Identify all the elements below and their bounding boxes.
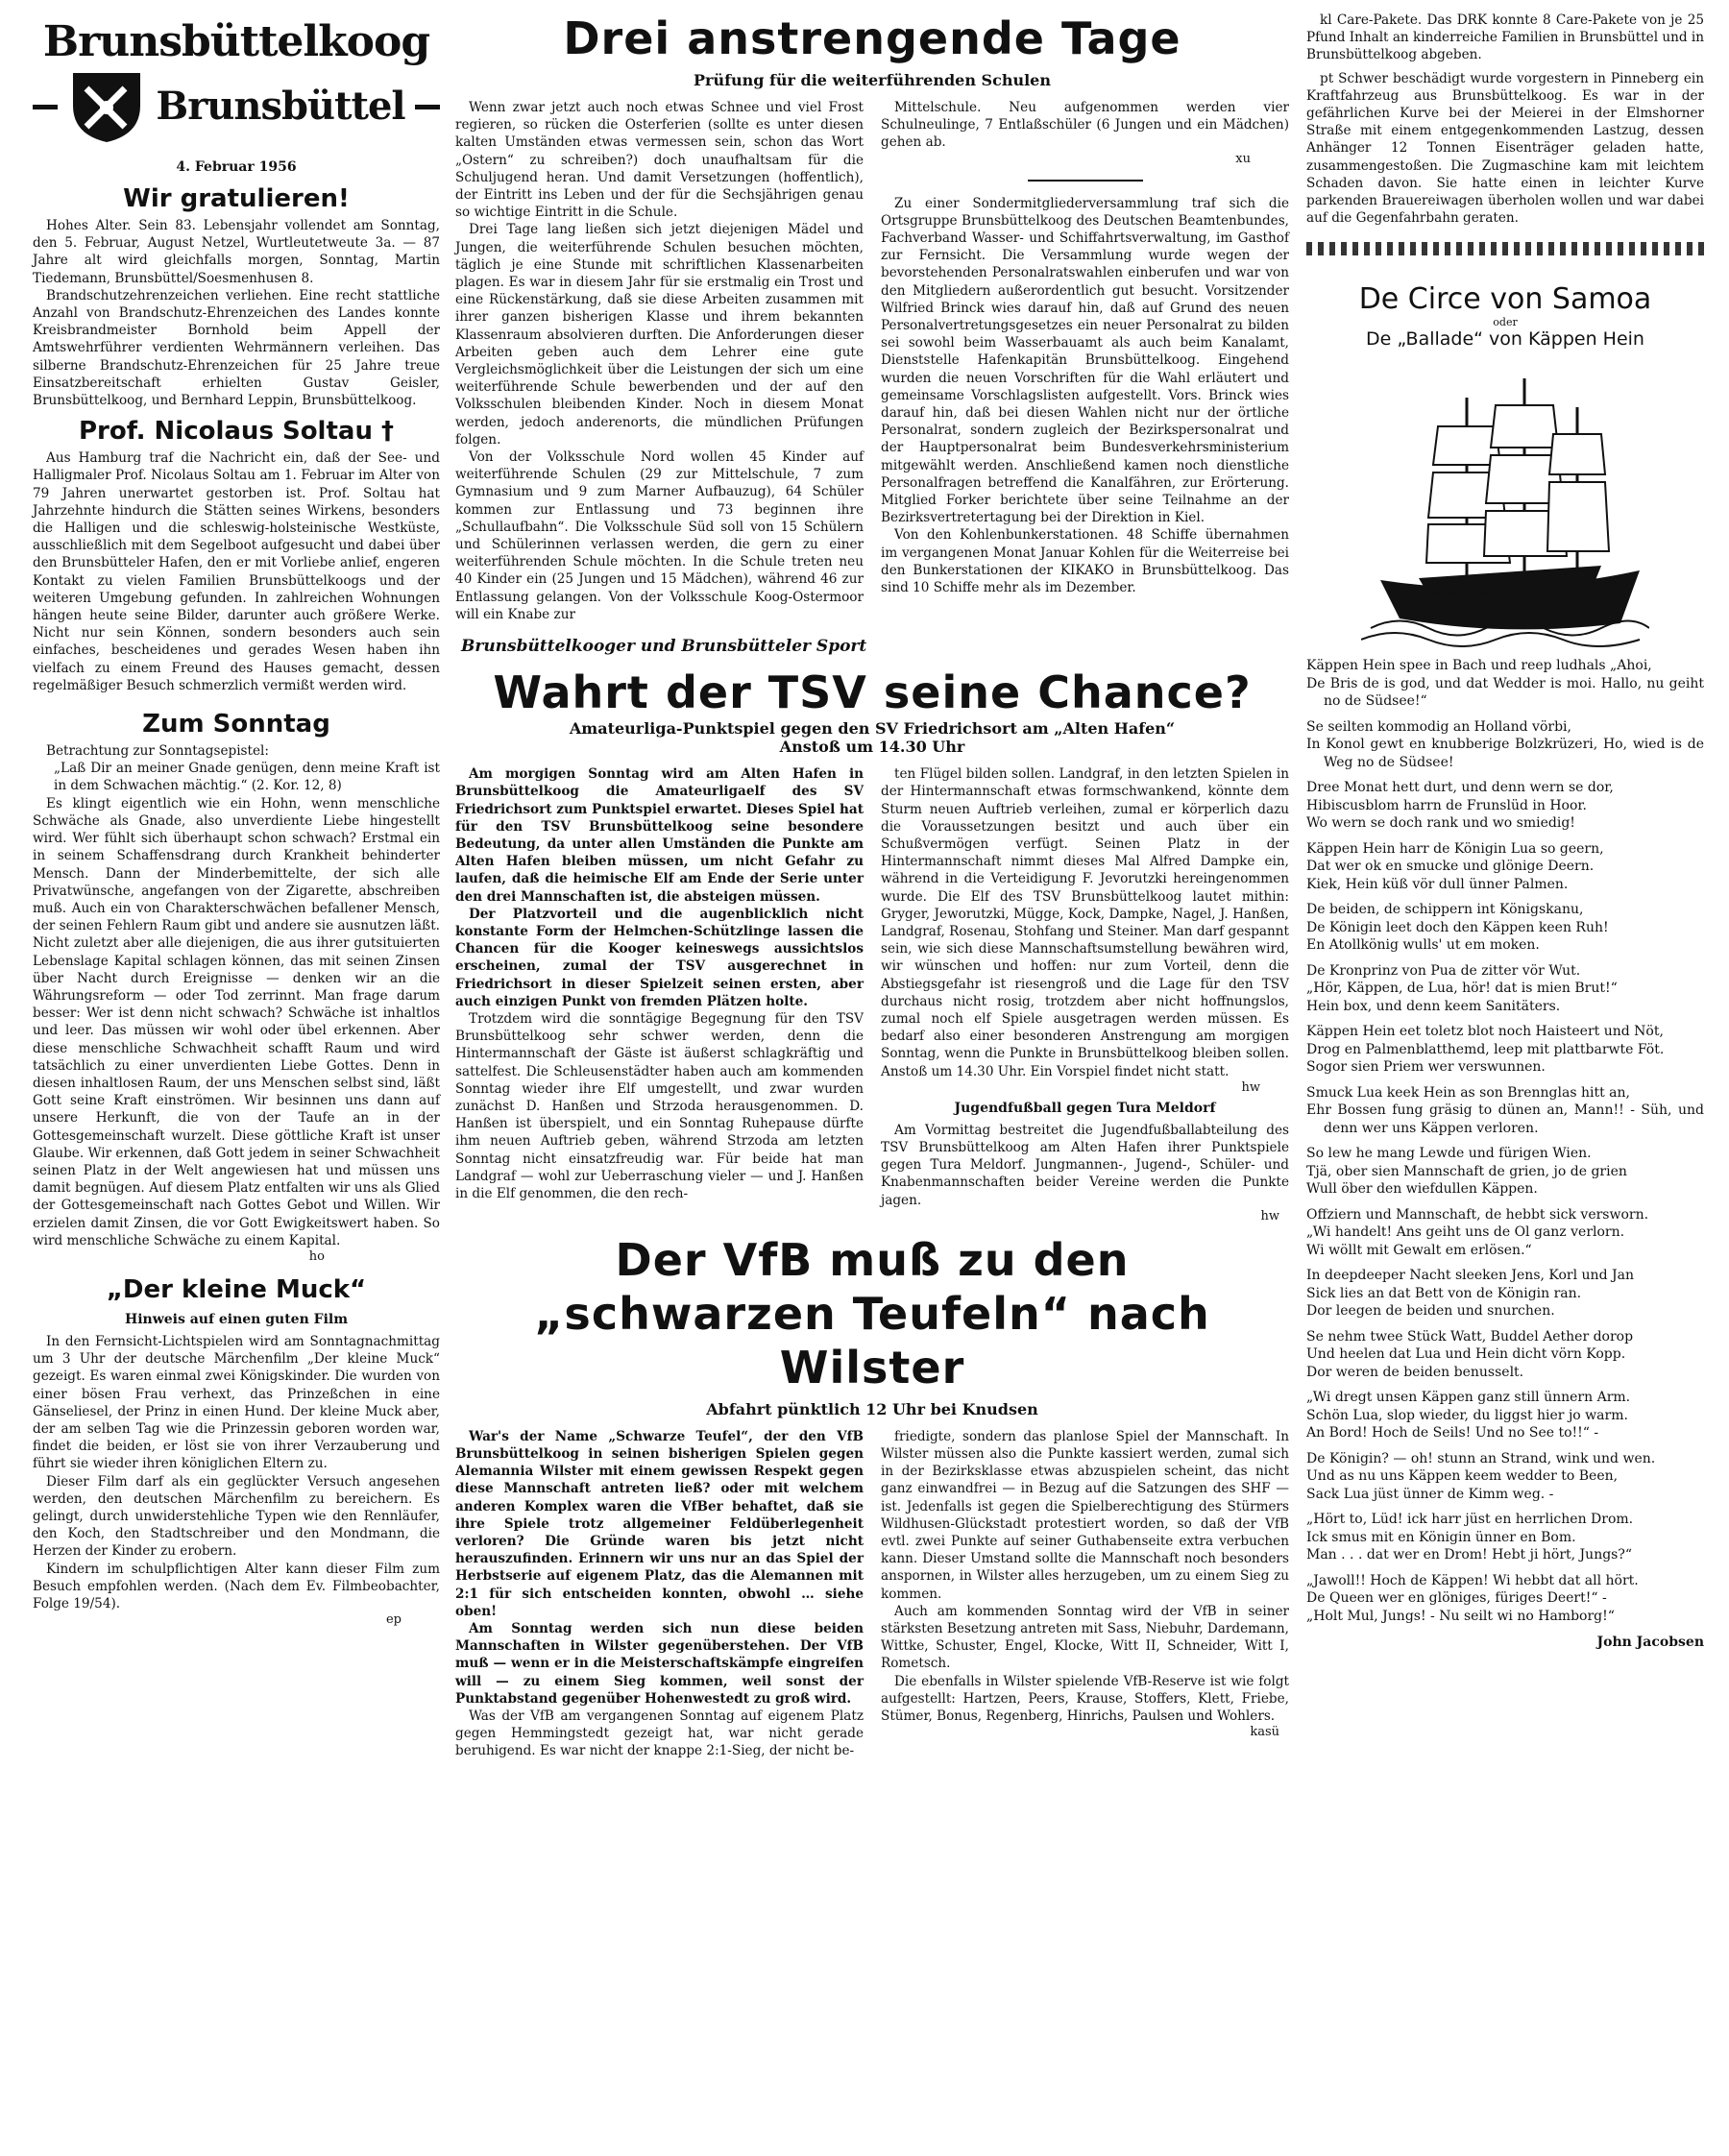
vfb-article (455, 1428, 1289, 1760)
poem-line: Dree Monat hett durt, und denn wern se dor, (1306, 780, 1614, 796)
tsv-paragraph-1: Trotzdem wird die sonntägige Begegnung für den TSV Brunsbüttelkoog sehr schwer werden, denn die Hintermannschaft der Gäste ist äußerst schlagkräftig und sattelfest. Die Schleusenstädter haben auch am kommenden Sonntag wieder ihre Elf umgestellt, und zwar wurden zunächst D. Hanßen und Strzoda herausgenommen. D. Hanßen ist überspielt, und ein Sonntag Ruhepause dürfte ihm neuen Auftrieb geben, während Strzoda am letzten Sonntag nicht einsatzfreudig war. Für beide hat man Landgraf — wohl zur Ueberraschung vieler — und J. Hanßen in die Elf genommen, die den rech- (455, 1010, 864, 1201)
sonntag-paragraph: Es klingt eigentlich wie ein Hohn, wenn menschliche Schwäche als Gnade, also unverdiente Liebe hingestellt wird. Wer fühlt sich überhaupt schon schwach? Erstmal ein in seinem Schaffensdrang durch Krankheit behinderter Mensch. Dann der Minderbemittelte, der sich alle Privatwünsche, angefangen von der Zigarette, abschreiben muß. Auch ein von Charakterschwächen befallener Mensch, der seinen Fehlern Raum gibt und andere sie ausnutzen läßt. Nicht zuletzt aber alle diejenigen, die aus ihrer gutsituierten Lebenslage Kapital schlagen können, das mit seinen Zinsen über Nacht durch Ereignisse — denken wir an die Währungsreform — oder Tod zerrinnt. Man frage darum besser: Wer ist denn nicht schwach? Schwäche ist inhaltlos und leer. Das müssen wir wohl oder übel erkennen. Aber diese menschliche Schwachheit schafft Raum und wird tatsächlich zu einer unverdienten Liebe Gottes. Denn in diesen inhaltlosen Raum, der uns Menschen selbst sind, läßt Gott seine Kraft einströmen. Wir besinnen uns dann auf unsere Herkunft, die von der Taufe an in der Gottesgemeinschaft wurzelt. Diese göttliche Kraft ist unser Glaube. Wir erkennen, daß Gott jedem in seiner Schwachheit seinen Platz in der Welt angewiesen hat und müssen uns damit begnügen. Auf diesem Platz entfalten wir uns als Glied der Gottesgemeinschaft nach Gottes Gebot und Willen. Wir erzielen damit Zinsen, die vor Gott Ewigkeitswert haben. So wird menschliche Schwäche zu einem Kapital. (33, 795, 440, 1248)
poem-stanza (1306, 1328, 1704, 1382)
tsv-article (455, 765, 1289, 1223)
vfb-subheadline: Abfahrt pünktlich 12 Uhr bei Knudsen (706, 1399, 1038, 1418)
vfb-paragraph-4: Die ebenfalls in Wilster spielende VfB-Reserve ist wie folgt aufgestellt: Hartzen, Peers, Krause, Stoffers, Klett, Friebe, Stümer, Bonus, Regenberg, Hinrichs, Paulsen und Wohlers. (881, 1673, 1289, 1725)
poem-line: Käppen Hein spee in Bach und reep ludhals „Ahoi, (1306, 658, 1652, 674)
poem-stanza (1306, 1267, 1704, 1320)
vfb-lead-2: Am Sonntag werden sich nun diese beiden Mannschaften in Wilster gegenüberstehen. Der VfB muß — wenn er in die Meisterschaftskämpfe eingreifen will — zu einem Sieg kommen, weil sonst der Punktabstand gegenüber Hohenwestedt zu groß wird. (455, 1621, 864, 1707)
tage-headline: Drei anstrengende Tage (563, 12, 1181, 64)
column-left (33, 0, 440, 1627)
beamtenbund-paragraph: Zu einer Sondermitgliederversammlung traf sich die Ortsgruppe Brunsbüttelkoog des Deutschen Beamtenbundes, Fachverband Wasser- und Schiffahrtsverwaltung, im Gasthof zur Fernsicht. Die Versammlung wurde wegen der bevorstehenden Personalratswahlen einberufen und war von den Mitgliedern außerordentlich gut besucht. Vorsitzender Wilfried Brinck wies darauf hin, daß auf Grund des neuen Personalvertretungsgesetzes ein neuer Personalrat zu bilden sei sowohl beim Wasserbauamt als auch beim Kanalamt, Dienststelle Hafenkapitän Brunsbüttelkoog. Eingehend wurden die neuen Vorschriften für die Wahl erläutert und gemeinsame Vorschlagslisten aufgestellt. Vors. Brinck wies darauf hin, daß bei diesen Wahlen nicht nur der örtliche Personalrat, sondern zugleich der Bezirkspersonalrat und der Hauptpersonalrat beim Bundesverkehrsministerium mitgewählt werden. Anschließend kamen noch dienstliche Personalfragen betreffend die Kanalfähren, zur Erörterung. Mitglied Forker berichtete über seine Teilnahme an der Bezirksvertretertagung bei der Direktion in Kiel. (881, 195, 1289, 526)
circe-oder: oder (1493, 316, 1518, 329)
poem-line: Wo wern se doch rank und wo smiedig! (1306, 815, 1575, 832)
poem-line: An Bord! Hoch de Seils! Und no See to!!“ - (1306, 1425, 1599, 1441)
poem-line: De Königin leet doch den Käppen keen Ruh! (1306, 919, 1609, 935)
issue-date: 4. Februar 1956 (176, 159, 297, 175)
muck-paragraph-1: In den Fernsicht-Lichtspielen wird am Sonntagnachmittag um 3 Uhr der deutsche Märchenfilm „Der kleine Muck“ gezeigt. Es waren einmal zwei Königskinder. Die wurden von einer bösen Frau verhext, das Prinzeßchen in eine Gänseliesel, der Prinz in einen Hund. Der kleine Muck aber, der am selben Tag wie die Prinzessin geboren worden war, findet die beiden, er löst sie von ihrer Verzauberung und führt sie wieder ihren königlichen Eltern zu. (33, 1333, 440, 1472)
circe-subtitle: De „Ballade“ von Käppen Hein (1366, 328, 1644, 351)
column-center (455, 0, 1289, 1760)
coat-of-arms-icon (67, 67, 146, 146)
poem-line: Käppen Hein harr de Königin Lua so geern, (1306, 840, 1604, 857)
poem-line: De Königin? — oh! stunn an Strand, wink und wen. (1306, 1450, 1656, 1466)
muck-title: „Der kleine Muck“ (106, 1274, 367, 1304)
poem-line: Hibiscusblom harrn de Frunslüd in Hoor. (1306, 797, 1588, 813)
soltau-paragraph: Aus Hamburg traf die Nachricht ein, daß der See- und Halligmaler Prof. Nicolaus Soltau am 1. Februar im Alter von 79 Jahren unerwartet gestorben ist. Prof. Soltau hat Jahrzehnte hindurch die Stätten seines Wirkens, besonders die Halligen und die schleswig-holsteinische Westküste, ausschließlich mit dem Segelboot aufgesucht und dabei über den Brunsbütteler Hafen, den er mit Vorliebe anlief, engeren Kontakt zu vielen Familien Brunsbüttelkoogs und der weiteren Umgebung gefunden. In zahlreichen Wohnungen hängen heute seine Bilder, darunter auch größere Werke. Nicht nur sein Können, sondern besonders auch sein einfaches, bescheidenes und gerades Wesen haben ihn vielfach zu einem Freund des Hauses gemacht, dessen regelmäßiger Besuch schmerzlich vermißt werden wird. (33, 450, 440, 693)
poem-stanza (1306, 901, 1704, 955)
poem-line: In Konol gewt en knubberige Bolzkrüzeri, Ho, wied is de Weg no de Südsee! (1306, 737, 1704, 770)
poem-stanza (1306, 1145, 1704, 1199)
poem-line: „Wi handelt! Ans geiht uns de Ol ganz verlorn. (1306, 1224, 1625, 1241)
poem-line: Dor weren de beiden benusselt. (1306, 1364, 1524, 1380)
poem-line: De Bris de is god, und dat Wedder is moi. Hallo, nu geiht no de Südsee!“ (1306, 675, 1704, 710)
poem-signature: John Jacobsen (1596, 1635, 1704, 1651)
poem-stanza (1306, 1084, 1704, 1138)
vfb-paragraph-1: Was der VfB am vergangenen Sonntag auf eigenem Platz gegen Hemmingstedt gezeigt hat, war nicht gerade beruhigend. Es war nicht der knappe 2:1-Sieg, der nicht be- (455, 1708, 864, 1759)
tsv-headline: Wahrt der TSV seine Chance? (493, 666, 1252, 719)
poem-line: Und heelen dat Lua und Hein dicht vörn Kopp. (1306, 1346, 1626, 1363)
sonntag-signature: ho (308, 1248, 325, 1264)
poem-stanza (1306, 718, 1704, 772)
kohlen-paragraph: Von den Kohlenbunkerstationen. 48 Schiffe übernahmen im vergangenen Monat Januar Kohlen für die Weiterreise bei den Bunkerstationen der KIKAKO in Brunsbüttelkoog. Das sind 10 Schiffe mehr als im Dezember. (881, 527, 1289, 596)
poem (1306, 657, 1704, 1625)
jugend-title: Jugendfußball gegen Tura Meldorf (954, 1100, 1216, 1116)
poem-line: Ehr Bossen fung gräsig to dünen an, Mann!! - Süh, und denn wer uns Käppen verloren. (1306, 1102, 1704, 1136)
masthead-rule-left (33, 105, 58, 109)
tsv-subheadline-1: Amateurliga-Punktspiel gegen den SV Friedrichsort am „Alten Hafen“ (569, 719, 1176, 739)
vfb-paragraph-3: Auch am kommenden Sonntag wird der VfB in seiner stärksten Besetzung antreten mit Sass, Niebuhr, Dardemann, Wittke, Schuster, Engel, Klocke, Witt II, Schneider, Witt I, Rometsch. (881, 1603, 1289, 1672)
sport-section-label: Brunsbüttelkooger und Brunsbütteler Sport (461, 637, 867, 657)
poem-line: Schön Lua, slop wieder, du liggst hier jo warm. (1306, 1407, 1628, 1423)
vfb-lead-1: War's der Name „Schwarze Teufel“, der den VfB Brunsbüttelkoog in seinen bisherigen Spielen gegen Alemannia Wilster mit einem gewissen Respekt gegen diese Mannschaft antreten ließ? oder mit welchem anderen Komplex waren die VfBer behaftet, daß sie ihre Spiele trotz allgemeiner Feldüberlegenheit verloren? Die Gründe waren bis jetzt nicht herauszufinden. Erinnern wir uns nur an das Spiel der Herbstserie auf eigenem Platz, das die Alemannen mit 2:1 für sich entscheiden konnten, obwohl … siehe oben! (455, 1428, 864, 1619)
poem-stanza (1306, 840, 1704, 894)
congrats-title: Wir gratulieren! (123, 184, 350, 213)
care-paragraph: kl Care-Pakete. Das DRK konnte 8 Care-Pakete von je 25 Pfund Inhalt an kinderreiche Familien in Brunsbüttel und in Brunsbüttelkoog abgeben. (1306, 12, 1705, 63)
tage-paragraph-3: Von der Volksschule Nord wollen 45 Kinder auf weiterführende Schulen (29 zur Mittelschule, 7 zum Gymnasium und 9 zum Marner Aufbauzug), 64 Schüler kommen zur Entlassung und 73 beginnen ihre „Schullaufbahn“. Die Volksschule Süd soll von 15 Schülern und Schülerinnen verlassen werden, die gern zu einer weiterführenden Schule möchten. In die Schule treten neu 40 Kinder ein (25 Jungen und 15 Mädchen), während 46 zur Entlassung gelangen. Von der Volksschule Koog-Ostermoor will ein Knabe zur (455, 449, 864, 622)
poem-line: „Wi dregt unsen Käppen ganz still ünnern Arm. (1306, 1390, 1631, 1406)
tage-subheadline: Prüfung für die weiterführenden Schulen (694, 71, 1051, 89)
poem-line: Smuck Lua keek Hein as son Brennglas hitt an, (1306, 1084, 1630, 1101)
congrats-paragraph-1: Hohes Alter. Sein 83. Lebensjahr vollendet am Sonntag, den 5. Februar, August Netzel, Wurtleutetweute 3a. — 87 Jahre alt wird gleichfalls morgen, Sonntag, Martin Tiedemann, Brunsbüttel/Soesmenhusen 8. (33, 218, 440, 286)
vfb-paragraph-2: friedigte, sondern das planlose Spiel der Mannschaft. In Wilster müssen also die Punkte kassiert werden, zumal sich in der Bezirksklasse etwas abzuspielen scheint, das nicht ganz einwandfrei — in Bezug auf die Satzungen des SHF — ist. Jedenfalls ist gegen die Spielberechtigung des Stürmers Wildhusen-Glückstadt protestiert worden, so daß der VfB evtl. zwei Punkte auf seiner Guthabenseite extra verbuchen kann. Dieser Umstand sollte die Mannschaft noch besonders anspornen, in Wilster alles herzugeben, um zu einem Sieg zu kommen. (881, 1428, 1289, 1602)
jugend-signature: hw (1260, 1208, 1279, 1223)
poem-line: Käppen Hein eet toletz blot noch Haisteert und Nöt, (1306, 1024, 1664, 1040)
poem-line: Ick smus mit en Königin ünner en Bom. (1306, 1529, 1576, 1545)
poem-line: Sick lies an dat Bett von de Königin ran. (1306, 1285, 1582, 1301)
poem-stanza (1306, 962, 1704, 1016)
sonntag-quote: „Laß Dir an meiner Gnade genügen, denn meine Kraft ist in dem Schwachen mächtig.“ (2. Kor. 12, 8) (54, 761, 440, 794)
poem-line: Man . . . dat wer en Drom! Hebt ji hört, Jungs?“ (1306, 1547, 1633, 1563)
poem-line: Se nehm twee Stück Watt, Buddel Aether dorop (1306, 1328, 1634, 1344)
poem-line: Dor leegen de beiden und snurchen. (1306, 1303, 1555, 1320)
poem-stanza (1306, 1389, 1704, 1442)
vfb-signature: kasü (1250, 1725, 1279, 1740)
poem-line: Sack Lua jüst ünner de Kimm weg. - (1306, 1486, 1554, 1502)
vfb-headline-2: „schwarzen Teufeln“ nach Wilster (534, 1287, 1210, 1393)
poem-line: De Kronprinz von Pua de zitter vör Wut. (1306, 962, 1581, 979)
poem-line: Hein box, und denn keem Sanitäters. (1306, 998, 1561, 1014)
sailing-ship-illustration (1361, 359, 1649, 647)
soltau-title: Prof. Nicolaus Soltau † (78, 417, 395, 447)
tage-paragraph-1: Wenn zwar jetzt auch noch etwas Schnee und viel Frost regieren, so rücken die Osterferien (sollte es unter diesen kalten Umständen etwas vermessen sein, schon das Wort „Ostern“ zu schreiben?) doch unaufhaltsam für die Schuljugend heran. Und damit Versetzungen (hoffentlich), der Eintritt ins Leben und der für die Sechsjährigen genau so wichtige Eintritt in die Schule. (455, 100, 864, 221)
muck-subtitle: Hinweis auf einen guten Film (124, 1311, 349, 1327)
tsv-signature: hw (1241, 1079, 1260, 1095)
poem-line: De beiden, de schippern int Königskanu, (1306, 902, 1584, 918)
poem-line: Se seilten kommodig an Holland vörbi, (1306, 718, 1571, 735)
tsv-lead-2: Der Platzvorteil und die augenblicklich nicht konstante Form der Helmchen-Schützlinge lassen die Chancen für die Kooger keineswegs aussichtslos erscheinen, zumal der TSV ausgerechnet in Friedrichsort in dieser Spielzeit seinen ersten, aber auch einzigen Punkt von fremden Plätzen holte. (455, 906, 864, 1009)
pinneberg-paragraph: pt Schwer beschädigt wurde vorgestern in Pinneberg ein Kraftfahrzeug aus Brunsbüttelkoog. Es war in der gefährlichen Kurve bei der Meierei in der Elmshorner Straße mit einem entgegenkommenden Lastzug, dessen Anhänger 12 Tonnen Eisenträger geladen hatte, zusammengestoßen. Die Zugmaschine kam mit leichtem Schaden davon. Sie hatte einen in leichter Kurve parkenden Brauereiwagen überholen wollen und war dabei auf die Gegenfahrbahn geraten. (1306, 70, 1704, 227)
column-right (1306, 0, 1704, 1650)
tage-article (455, 99, 1289, 623)
poem-stanza (1306, 657, 1704, 711)
poem-line: „Hört to, Lüd! ick harr jüst en herrlichen Drom. (1306, 1512, 1634, 1528)
circe-title: De Circe von Samoa (1358, 282, 1652, 317)
poem-line: Wi wöllt mit Gewalt em erlösen.“ (1306, 1242, 1532, 1258)
poem-line: Wull öber den wiefdullen Käppen. (1306, 1181, 1538, 1198)
poem-stanza (1306, 779, 1704, 833)
tsv-paragraph-2: ten Flügel bilden sollen. Landgraf, in den letzten Spielen in der Hintermannschaft etwas formschwankend, könnte dem Sturm neuen Auftrieb verleihen, zumal er körperlich dazu die Voraussetzungen besitzt und auch über ein Schußvermögen verfügt. Seinen Platz in der Hintermannschaft nimmt dieses Mal Alfred Dampke ein, während in die Verteidigung F. Jevorutzki hereingenommen wurde. Die Elf des TSV Brunsbüttelkoog lautet mithin: Gryger, Jeworutzki, Mügge, Kock, Dampke, Nagel, J. Hanßen, Landgraf, Rosenau, Stohfang und Steiner. Man darf gespannt sein, wie sich diese Mannschaftsumstellung bewähren wird, wir wünschen und hoffen: nur zum Vorteil, denn die Abstiegsgefahr ist riesengroß und die Lage für den TSV durchaus nicht rosig, trotzdem aber nicht hoffnungslos, zumal noch elf Spiele ausgetragen werden müssen. Es bedarf also einer besonderen Anstrengung am morgigen Sonntag, wenn die Punkte in Brunsbüttelkoog bleiben sollen. Anstoß um 14.30 Uhr. Ein Vorspiel findet nicht statt. (881, 766, 1289, 1079)
poem-stanza (1306, 1511, 1704, 1564)
vfb-headline-1: Der VfB muß zu den (615, 1233, 1130, 1286)
tage-paragraph-4: Mittelschule. Neu aufgenommen werden vier Schulneulinge, 7 Entlaßschüler (6 Jungen und ein Mädchen) gehen ab. (881, 100, 1289, 151)
muck-paragraph-3: Kindern im schulpflichtigen Alter kann dieser Film zum Besuch empfohlen werden. (Nach dem Ev. Filmbeobachter, Folge 19/54). (33, 1561, 440, 1612)
poem-stanza (1306, 1206, 1704, 1260)
tsv-lead-1: Am morgigen Sonntag wird am Alten Hafen in Brunsbüttelkoog die Amateurligaelf des SV Friedrichsort zum Punktspiel erwartet. Dieses Spiel hat für den TSV Brunsbüttelkoog seine besondere Bedeutung, da unter allen Umständen die Punkte am Alten Hafen bleiben müssen, um nicht Gefahr zu laufen, daß die heimische Elf am Ende der Serie unter den drei Mannschaften ist, die absteigen müssen. (455, 766, 864, 905)
poem-line: En Atollkönig wulls' ut em moken. (1306, 937, 1540, 954)
tsv-subheadline-2: Anstoß um 14.30 Uhr (779, 738, 965, 757)
poem-line: „Hör, Käppen, de Lua, hör! dat is mien Brut!“ (1306, 981, 1618, 997)
poem-line: De Queen wer en glöniges, füriges Deert!“ - (1306, 1590, 1607, 1607)
poem-stanza (1306, 1450, 1704, 1504)
poem-line: Dat wer ok en smucke und glönige Deern. (1306, 859, 1595, 875)
muck-paragraph-2: Dieser Film darf als ein geglückter Versuch angesehen werden, den deutschen Märchenfilm zu bereichern. Es gelingt, durch unwiderstehliche Typen wie den Rennläufer, den Koch, den Stadtschreiber und den Mondmann, die Herzen der Kinder zu erobern. (33, 1473, 440, 1560)
divider-rule (1028, 180, 1143, 182)
tage-paragraph-2: Drei Tage lang ließen sich jetzt diejenigen Mädel und Jungen, die weiterführende Schulen besuchen möchten, täglich je eine Stunde mit schriftlichen Klassenarbeiten plagen. Es war in diesem Jahr für sie erstmalig ein Trost und eine Rückenstärkung, daß sie diese Arbeiten zusammen mit ihrer ganzen bisherigen Klasse und ihrem bekannten Klassenraum absolvieren durften. Die Anforderungen dieser Arbeiten geben auch dem Lehrer eine gute Vergleichsmöglichkeit über die Leistungen der sich um eine weiterführende Schule bewerbenden und der auf den Volksschulen bleibenden Kinder. Noch in diesem Monat werden, jedoch anderenorts, die mündlichen Prüfungen folgen. (455, 222, 864, 448)
poem-stanza (1306, 1572, 1704, 1626)
sonntag-title: Zum Sonntag (142, 710, 330, 739)
masthead-line2: Brunsbüttel (156, 84, 405, 129)
poem-line: Drog en Palmenblatthemd, leep mit plattbarwte Föt. (1306, 1041, 1665, 1057)
poem-line: Offziern und Mannschaft, de hebbt sick versworn. (1306, 1206, 1649, 1223)
poem-line: Tjä, ober sien Mannschaft de grien, jo de grien (1306, 1163, 1627, 1179)
jugend-paragraph: Am Vormittag bestreitet die Jugendfußballabteilung des TSV Brunsbüttelkoog am Alten Hafen ihrer Punktspiele gegen Tura Meldorf. Jungmannen-, Jugend-, Schüler- und Knabenmannschaften beider Vereine werden die Punkte jagen. (881, 1122, 1289, 1208)
poem-line: „Holt Mul, Jungs! - Nu seilt wi no Hamborg!“ (1306, 1608, 1615, 1624)
tage-signature: xu (1235, 151, 1251, 166)
masthead (33, 17, 440, 146)
congrats-paragraph-2: Brandschutzehrenzeichen verliehen. Eine recht stattliche Anzahl von Brandschutz-Ehrenzeichen des Landes konnte Kreisbrandmeister Bornhold beim Appell der Amtswehrführer verdienten Wehrmännern verleihen. Das silberne Brandschutz-Ehrenzeichen für 25 Jahre treue Einsatzbereitschaft erhielten Gustav Geisler, Brunsbüttelkoog, und Bernhard Leppin, Brunsbüttelkoog. (33, 287, 440, 409)
masthead-rule-right (415, 105, 440, 109)
poem-line: So lew he mang Lewde und fürigen Wien. (1306, 1146, 1592, 1162)
masthead-line1: Brunsbüttelkoog (42, 17, 430, 66)
poem-line: In deepdeeper Nacht sleeken Jens, Korl und Jan (1306, 1268, 1634, 1284)
muck-signature: ep (385, 1612, 402, 1628)
poem-line: Und as nu uns Käppen keem wedder to Been, (1306, 1468, 1619, 1485)
sonntag-intro: Betrachtung zur Sonntagsepistel: (46, 743, 269, 760)
poem-line: Sogor sien Priem wer verswunnen. (1306, 1059, 1546, 1076)
poem-stanza (1306, 1023, 1704, 1077)
poem-line: „Jawoll!! Hoch de Käppen! Wi hebbt dat all hört. (1306, 1572, 1639, 1588)
poem-line: Kiek, Hein küß vör dull ünner Palmen. (1306, 876, 1569, 892)
wavy-divider (1306, 242, 1704, 255)
